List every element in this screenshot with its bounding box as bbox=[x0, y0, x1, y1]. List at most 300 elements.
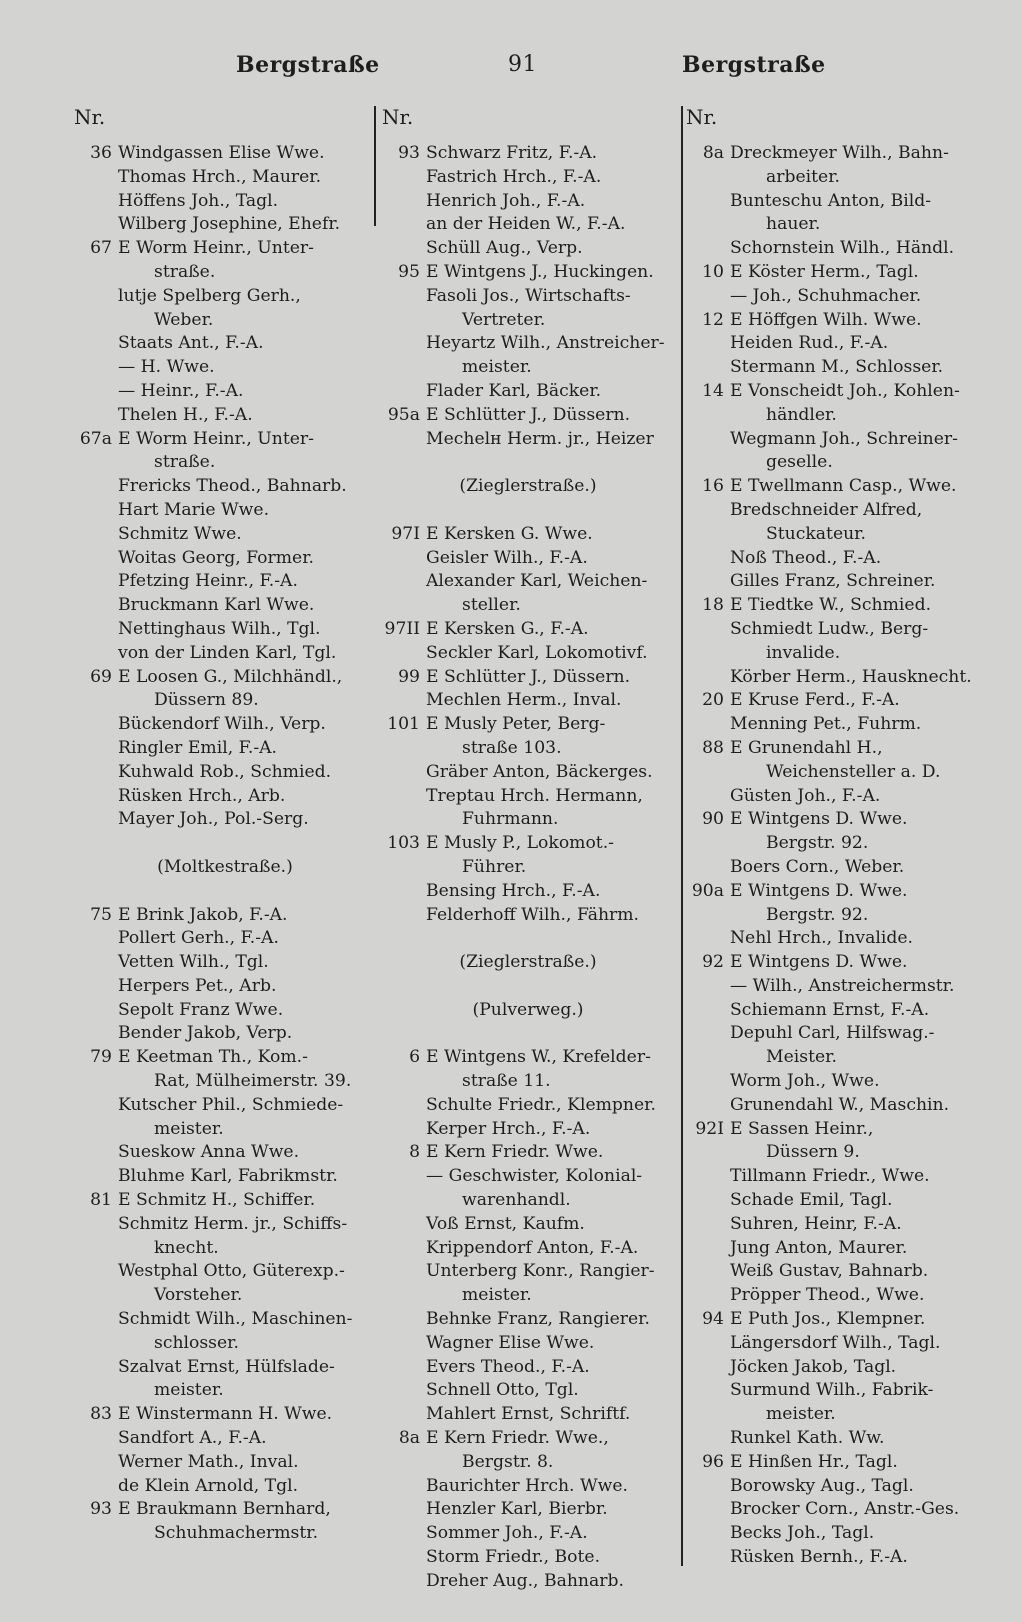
resident-text: Unterberg Konr., Rangier- bbox=[426, 1261, 655, 1282]
resident-text: Vetten Wilh., Tgl. bbox=[118, 952, 269, 973]
entry-continuation: straße 11. bbox=[462, 1071, 551, 1092]
directory-entry bbox=[382, 1237, 674, 1261]
directory-entry bbox=[686, 356, 986, 380]
entry-continuation: hauer. bbox=[766, 214, 821, 235]
directory-entry bbox=[382, 285, 674, 309]
house-number: 95 bbox=[398, 261, 420, 282]
resident-text: Grunendahl W., Maschin. bbox=[730, 1094, 950, 1115]
resident-text: E Köster Herm., Tagl. bbox=[730, 261, 919, 282]
resident-text: Schmiedt Ludw., Berg- bbox=[730, 618, 929, 639]
directory-entry bbox=[382, 1498, 674, 1522]
directory-entry bbox=[382, 1118, 674, 1142]
directory-entry bbox=[686, 499, 986, 523]
entry-continuation: Rat, Mülheimerstr. 39. bbox=[154, 1071, 352, 1092]
resident-text: Suhren, Heinr, F.-A. bbox=[730, 1213, 902, 1234]
resident-text: Worm Joh., Wwe. bbox=[730, 1071, 880, 1092]
directory-entry bbox=[686, 1118, 986, 1142]
resident-text: E Kern Friedr. Wwe. bbox=[426, 1142, 604, 1163]
directory-entry bbox=[686, 713, 986, 737]
entry-continuation: arbeiter. bbox=[766, 166, 841, 187]
resident-text: E Loosen G., Milchhändl., bbox=[118, 666, 343, 687]
resident-text: Seckler Karl, Lokomotivf. bbox=[426, 642, 648, 663]
resident-text: an der Heiden W., F.-A. bbox=[426, 214, 626, 235]
directory-entry bbox=[686, 1427, 986, 1451]
entry-continuation: Weichensteller a. D. bbox=[766, 761, 941, 782]
resident-text: E Twellmann Casp., Wwe. bbox=[730, 476, 957, 497]
directory-entry bbox=[74, 1141, 376, 1165]
directory-entry bbox=[686, 1308, 986, 1332]
directory-entry bbox=[74, 356, 376, 380]
resident-text: Bückendorf Wilh., Verp. bbox=[118, 714, 326, 735]
resident-text: Behnke Franz, Rangierer. bbox=[426, 1309, 650, 1330]
resident-text: Schmidt Wilh., Maschinen- bbox=[118, 1309, 353, 1330]
house-number: 18 bbox=[702, 595, 724, 616]
spacer bbox=[382, 451, 674, 475]
resident-text: Henrich Joh., F.-A. bbox=[426, 190, 586, 211]
resident-text: Brocker Corn., Anstr.-Ges. bbox=[730, 1499, 960, 1520]
resident-text: Nehl Hrch., Invalide. bbox=[730, 928, 913, 949]
resident-text: Wagner Elise Wwe. bbox=[426, 1332, 595, 1353]
resident-text: — Heinr., F.-A. bbox=[118, 380, 244, 401]
directory-entry bbox=[382, 1356, 674, 1380]
column-divider bbox=[681, 106, 683, 1566]
entry-continuation: Düssern 9. bbox=[766, 1142, 860, 1163]
resident-text: Tillmann Friedr., Wwe. bbox=[730, 1166, 930, 1187]
resident-text: E Schlütter J., Düssern. bbox=[426, 404, 631, 425]
directory-entry bbox=[686, 1498, 986, 1522]
directory-entry bbox=[382, 332, 674, 356]
resident-text: E Musly P., Lokomot.- bbox=[426, 833, 614, 854]
resident-text: Weiß Gustav, Bahnarb. bbox=[730, 1261, 929, 1282]
spacer bbox=[382, 975, 674, 999]
resident-text: E Wintgens D. Wwe. bbox=[730, 952, 908, 973]
spacer bbox=[382, 499, 674, 523]
house-number: 97I bbox=[391, 523, 420, 544]
resident-text: E Vonscheidt Joh., Kohlen- bbox=[730, 380, 960, 401]
resident-text: Szalvat Ernst, Hülfslade- bbox=[118, 1356, 335, 1377]
running-head-right: Bergstraße bbox=[682, 52, 826, 78]
resident-text: — Geschwister, Kolonial- bbox=[426, 1166, 643, 1187]
resident-text: Bluhme Karl, Fabrikmstr. bbox=[118, 1166, 338, 1187]
house-number: 10 bbox=[702, 261, 724, 282]
entry-continuation: Bergstr. 92. bbox=[766, 833, 869, 854]
section-heading: (Pulverweg.) bbox=[472, 999, 584, 1020]
column-2 bbox=[382, 102, 674, 1594]
resident-text: Jung Anton, Maurer. bbox=[730, 1237, 908, 1258]
directory-entry bbox=[382, 237, 674, 261]
column-1 bbox=[74, 102, 376, 1546]
resident-text: Frericks Theod., Bahnarb. bbox=[118, 476, 347, 497]
resident-text: Sueskow Anna Wwe. bbox=[118, 1142, 300, 1163]
directory-entry bbox=[686, 737, 986, 761]
directory-entry bbox=[74, 1308, 376, 1332]
resident-text: Evers Theod., F.-A. bbox=[426, 1356, 590, 1377]
resident-text: Bredschneider Alfred, bbox=[730, 499, 923, 520]
directory-entry bbox=[686, 999, 986, 1023]
resident-text: Felderhoff Wilh., Fährm. bbox=[426, 904, 640, 925]
directory-entry bbox=[382, 1213, 674, 1237]
directory-entry bbox=[382, 166, 674, 190]
section-heading: (Moltkestraße.) bbox=[157, 856, 293, 877]
directory-entry bbox=[74, 1022, 376, 1046]
house-number: 90a bbox=[691, 880, 724, 901]
directory-entry bbox=[382, 1570, 674, 1594]
directory-entry bbox=[74, 1260, 376, 1284]
directory-entry bbox=[382, 428, 674, 452]
directory-entry bbox=[74, 1165, 376, 1189]
directory-entry bbox=[686, 975, 986, 999]
spacer bbox=[382, 1022, 674, 1046]
directory-entry bbox=[686, 1475, 986, 1499]
resident-text: E Worm Heinr., Unter- bbox=[118, 428, 314, 449]
resident-text: Schmitz Herm. jr., Schiffs- bbox=[118, 1213, 348, 1234]
resident-text: E Worm Heinr., Unter- bbox=[118, 238, 314, 259]
resident-text: Menning Pet., Fuhrm. bbox=[730, 714, 922, 735]
directory-entry bbox=[382, 904, 674, 928]
house-number: 8a bbox=[702, 143, 724, 163]
resident-text: Staats Ant., F.-A. bbox=[118, 333, 264, 354]
directory-entry bbox=[74, 761, 376, 785]
resident-text: Schade Emil, Tagl. bbox=[730, 1190, 893, 1211]
resident-text: Längersdorf Wilh., Tagl. bbox=[730, 1332, 941, 1353]
entry-continuation: händler. bbox=[766, 404, 837, 425]
directory-entry bbox=[74, 332, 376, 356]
resident-text: Ringler Emil, F.-A. bbox=[118, 737, 278, 758]
directory-entry bbox=[382, 618, 674, 642]
directory-entry bbox=[686, 1213, 986, 1237]
entry-continuation: meister. bbox=[766, 1404, 836, 1425]
resident-text: Thomas Hrch., Maurer. bbox=[118, 166, 322, 187]
directory-entry bbox=[74, 1213, 376, 1237]
resident-text: Bensing Hrch., F.-A. bbox=[426, 880, 601, 901]
resident-text: Runkel Kath. Ww. bbox=[730, 1428, 885, 1449]
directory-entry bbox=[686, 785, 986, 809]
directory-entry bbox=[382, 1308, 674, 1332]
resident-text: Storm Friedr., Bote. bbox=[426, 1547, 601, 1568]
entry-continuation: schlosser. bbox=[154, 1332, 239, 1353]
house-number: 93 bbox=[398, 143, 420, 163]
resident-text: E Schlütter J., Düssern. bbox=[426, 666, 631, 687]
directory-entry bbox=[382, 1141, 674, 1165]
house-number: 92I bbox=[695, 1118, 724, 1139]
resident-text: E Wintgens J., Huckingen. bbox=[426, 261, 654, 282]
resident-text: Gilles Franz, Schreiner. bbox=[730, 571, 936, 592]
resident-text: Boers Corn., Weber. bbox=[730, 856, 905, 877]
directory-entry bbox=[686, 428, 986, 452]
resident-text: — H. Wwe. bbox=[118, 357, 215, 378]
directory-entry bbox=[382, 1094, 674, 1118]
column-nr-label: Nr. bbox=[382, 105, 414, 129]
directory-entry bbox=[382, 404, 674, 428]
directory-entry bbox=[74, 142, 376, 166]
resident-text: E Musly Peter, Berg- bbox=[426, 714, 606, 735]
resident-text: Heyartz Wilh., Anstreicher- bbox=[426, 333, 665, 354]
directory-entry bbox=[74, 285, 376, 309]
directory-entry bbox=[382, 1427, 674, 1451]
directory-entry bbox=[74, 713, 376, 737]
directory-entry bbox=[382, 190, 674, 214]
resident-text: Voß Ernst, Kaufm. bbox=[426, 1213, 585, 1234]
directory-entry bbox=[74, 927, 376, 951]
directory-entry bbox=[382, 380, 674, 404]
resident-text: Alexander Karl, Weichen- bbox=[426, 571, 648, 592]
resident-text: E Hinßen Hr., Tagl. bbox=[730, 1451, 898, 1472]
resident-text: Borowsky Aug., Tagl. bbox=[730, 1475, 914, 1496]
entry-continuation: Vorsteher. bbox=[154, 1285, 243, 1306]
entry-continuation: meister. bbox=[154, 1380, 224, 1401]
directory-entry bbox=[74, 523, 376, 547]
directory-entry bbox=[686, 927, 986, 951]
resident-text: Depuhl Carl, Hilfswag.- bbox=[730, 1023, 935, 1044]
spacer bbox=[382, 927, 674, 951]
resident-text: Westphal Otto, Güterexp.- bbox=[118, 1261, 345, 1282]
page-header bbox=[0, 52, 1022, 92]
directory-entry bbox=[382, 213, 674, 237]
directory-entry bbox=[686, 618, 986, 642]
house-number: 101 bbox=[387, 714, 420, 735]
resident-text: Herpers Pet., Arb. bbox=[118, 975, 277, 996]
directory-entry bbox=[686, 951, 986, 975]
directory-entry bbox=[74, 594, 376, 618]
directory-entry bbox=[74, 570, 376, 594]
resident-text: Bunteschu Anton, Bild- bbox=[730, 190, 932, 211]
resident-text: Dreher Aug., Bahnarb. bbox=[426, 1570, 624, 1591]
directory-entry bbox=[382, 1475, 674, 1499]
house-number: 81 bbox=[90, 1190, 112, 1211]
directory-entry bbox=[382, 785, 674, 809]
resident-text: E Kersken G. Wwe. bbox=[426, 523, 593, 544]
directory-entry bbox=[686, 1165, 986, 1189]
resident-text: Pollert Gerh., F.-A. bbox=[118, 928, 279, 949]
house-number: 94 bbox=[702, 1309, 724, 1330]
directory-entry bbox=[686, 1070, 986, 1094]
directory-entry bbox=[382, 1260, 674, 1284]
directory-entry bbox=[74, 166, 376, 190]
resident-text: Baurichter Hrch. Wwe. bbox=[426, 1475, 628, 1496]
entry-continuation: Weber. bbox=[154, 309, 214, 330]
resident-text: E Kern Friedr. Wwe., bbox=[426, 1428, 609, 1449]
house-number: 36 bbox=[90, 143, 112, 163]
entry-continuation: warenhandl. bbox=[462, 1190, 571, 1211]
house-number: 83 bbox=[90, 1404, 112, 1425]
directory-entry bbox=[382, 1522, 674, 1546]
house-number: 93 bbox=[90, 1499, 112, 1520]
directory-entry bbox=[686, 808, 986, 832]
house-number: 103 bbox=[387, 833, 420, 854]
directory-entry bbox=[686, 380, 986, 404]
directory-entry bbox=[686, 666, 986, 690]
running-head-left: Bergstraße bbox=[236, 52, 380, 78]
resident-text: Schulte Friedr., Klempner. bbox=[426, 1094, 656, 1115]
resident-text: Körber Herm., Hausknecht. bbox=[730, 666, 972, 687]
resident-text: von der Linden Karl, Tgl. bbox=[118, 642, 337, 663]
column-nr-label: Nr. bbox=[74, 105, 106, 129]
directory-entry bbox=[74, 618, 376, 642]
resident-text: E Tiedtke W., Schmied. bbox=[730, 595, 932, 616]
house-number: 6 bbox=[409, 1047, 420, 1068]
directory-entry bbox=[382, 666, 674, 690]
directory-entry bbox=[686, 547, 986, 571]
resident-text: Schnell Otto, Tgl. bbox=[426, 1380, 579, 1401]
directory-entry bbox=[686, 1189, 986, 1213]
directory-entry bbox=[74, 785, 376, 809]
directory-entry bbox=[74, 547, 376, 571]
resident-text: Pröpper Theod., Wwe. bbox=[730, 1285, 925, 1306]
entry-continuation: Bergstr. 92. bbox=[766, 904, 869, 925]
entry-continuation: Stuckateur. bbox=[766, 523, 866, 544]
resident-text: Mahlert Ernst, Schriftf. bbox=[426, 1404, 631, 1425]
house-number: 8 bbox=[409, 1142, 420, 1163]
resident-text: Kutscher Phil., Schmiede- bbox=[118, 1094, 344, 1115]
resident-text: Bruckmann Karl Wwe. bbox=[118, 595, 315, 616]
resident-text: Thelen H., F.-A. bbox=[118, 404, 253, 425]
resident-text: E Wintgens W., Krefelder- bbox=[426, 1047, 651, 1068]
house-number: 88 bbox=[702, 737, 724, 758]
resident-text: Bender Jakob, Verp. bbox=[118, 1023, 293, 1044]
directory-entry bbox=[382, 1332, 674, 1356]
entry-continuation: Düssern 89. bbox=[154, 690, 259, 711]
resident-text: Noß Theod., F.-A. bbox=[730, 547, 882, 568]
entry-continuation: meister. bbox=[154, 1118, 224, 1139]
resident-text: lutje Spelberg Gerh., bbox=[118, 285, 301, 306]
entry-continuation: straße. bbox=[154, 452, 216, 473]
directory-entry bbox=[686, 1451, 986, 1475]
resident-text: Sommer Joh., F.-A. bbox=[426, 1523, 588, 1544]
resident-text: Krippendorf Anton, F.-A. bbox=[426, 1237, 639, 1258]
directory-entry bbox=[382, 713, 674, 737]
directory-entry bbox=[686, 594, 986, 618]
resident-text: Woitas Georg, Former. bbox=[118, 547, 314, 568]
resident-text: Heiden Rud., F.-A. bbox=[730, 333, 889, 354]
directory-entry bbox=[686, 309, 986, 333]
directory-entry bbox=[686, 285, 986, 309]
house-number: 20 bbox=[702, 690, 724, 711]
directory-entry bbox=[74, 380, 376, 404]
directory-entry bbox=[74, 1427, 376, 1451]
resident-text: Flader Karl, Bäcker. bbox=[426, 380, 602, 401]
column-nr-label: Nr. bbox=[686, 105, 718, 129]
directory-entry bbox=[74, 1094, 376, 1118]
directory-entry bbox=[74, 642, 376, 666]
house-number: 14 bbox=[702, 380, 724, 401]
directory-entry bbox=[382, 570, 674, 594]
resident-text: — Joh., Schuhmacher. bbox=[730, 285, 922, 306]
house-number: 8a bbox=[398, 1428, 420, 1449]
directory-entry bbox=[686, 142, 986, 166]
directory-entry bbox=[382, 523, 674, 547]
house-number: 79 bbox=[90, 1047, 112, 1068]
resident-text: E Brink Jakob, F.-A. bbox=[118, 904, 288, 925]
resident-text: Schmitz Wwe. bbox=[118, 523, 242, 544]
page-number: 91 bbox=[508, 52, 537, 77]
entry-continuation: meister. bbox=[462, 357, 532, 378]
directory-entry bbox=[74, 999, 376, 1023]
resident-text: Fasoli Jos., Wirtschafts- bbox=[426, 285, 631, 306]
house-number: 67 bbox=[90, 238, 112, 259]
resident-text: Schwarz Fritz, F.-A. bbox=[426, 143, 598, 163]
directory-entry bbox=[686, 1094, 986, 1118]
directory-entry bbox=[686, 1379, 986, 1403]
directory-entry bbox=[74, 975, 376, 999]
directory-entry bbox=[74, 1046, 376, 1070]
resident-text: Pfetzing Heinr., F.-A. bbox=[118, 571, 298, 592]
resident-text: Sepolt Franz Wwe. bbox=[118, 999, 284, 1020]
house-number: 67a bbox=[79, 428, 112, 449]
resident-text: Jöcken Jakob, Tagl. bbox=[730, 1356, 897, 1377]
section-heading: (Zieglerstraße.) bbox=[459, 476, 597, 497]
entry-continuation: Schuhmachermstr. bbox=[154, 1523, 319, 1544]
directory-entry bbox=[382, 880, 674, 904]
resident-text: E Sassen Heinr., bbox=[730, 1118, 874, 1139]
resident-text: Mechlen Herm., Inval. bbox=[426, 690, 622, 711]
section-heading: (Zieglerstraße.) bbox=[459, 952, 597, 973]
directory-entry bbox=[74, 428, 376, 452]
directory-entry bbox=[74, 737, 376, 761]
resident-text: Sandfort A., F.-A. bbox=[118, 1428, 267, 1449]
house-number: 16 bbox=[702, 476, 724, 497]
directory-entry bbox=[686, 1332, 986, 1356]
directory-entry bbox=[74, 1189, 376, 1213]
resident-text: Mayer Joh., Pol.-Serg. bbox=[118, 809, 309, 830]
resident-text: E Wintgens D. Wwe. bbox=[730, 809, 908, 830]
resident-text: E Winstermann H. Wwe. bbox=[118, 1404, 333, 1425]
resident-text: Becks Joh., Tagl. bbox=[730, 1523, 875, 1544]
resident-text: Rüsken Bernh., F.-A. bbox=[730, 1547, 908, 1568]
house-number: 90 bbox=[702, 809, 724, 830]
resident-text: Schiemann Ernst, F.-A. bbox=[730, 999, 930, 1020]
resident-text: E Puth Jos., Klempner. bbox=[730, 1309, 926, 1330]
resident-text: Stermann M., Schlosser. bbox=[730, 357, 944, 378]
directory-entry bbox=[686, 1284, 986, 1308]
entry-continuation: invalide. bbox=[766, 642, 841, 663]
entry-continuation: Fuhrmann. bbox=[462, 809, 559, 830]
spacer bbox=[74, 880, 376, 904]
house-number: 12 bbox=[702, 309, 724, 330]
resident-text: E Grunendahl H., bbox=[730, 737, 883, 758]
resident-text: Treptau Hrch. Hermann, bbox=[426, 785, 643, 806]
entry-continuation: Meister. bbox=[766, 1047, 837, 1068]
house-number: 99 bbox=[398, 666, 420, 687]
resident-text: Hart Marie Wwe. bbox=[118, 499, 270, 520]
resident-text: Güsten Joh., F.-A. bbox=[730, 785, 881, 806]
directory-entry bbox=[74, 951, 376, 975]
resident-text: Henzler Karl, Bierbr. bbox=[426, 1499, 608, 1520]
resident-text: Geisler Wilh., F.-A. bbox=[426, 547, 588, 568]
directory-entry bbox=[686, 190, 986, 214]
directory-entry bbox=[382, 547, 674, 571]
entry-continuation: Bergstr. 8. bbox=[462, 1451, 554, 1472]
directory-entry bbox=[686, 1022, 986, 1046]
resident-text: E Braukmann Bernhard, bbox=[118, 1499, 331, 1520]
directory-entry bbox=[686, 475, 986, 499]
directory-entry bbox=[382, 261, 674, 285]
entry-continuation: steller. bbox=[462, 595, 521, 616]
resident-text: Rüsken Hrch., Arb. bbox=[118, 785, 286, 806]
directory-entry bbox=[74, 1451, 376, 1475]
directory-entry bbox=[74, 808, 376, 832]
directory-entry bbox=[686, 1260, 986, 1284]
resident-text: Dreckmeyer Wilh., Bahn- bbox=[730, 143, 949, 163]
resident-text: Surmund Wilh., Fabrik- bbox=[730, 1380, 934, 1401]
directory-entry bbox=[74, 404, 376, 428]
directory-entry bbox=[382, 1165, 674, 1189]
spacer bbox=[74, 832, 376, 856]
directory-entry bbox=[74, 666, 376, 690]
resident-text: Schornstein Wilh., Händl. bbox=[730, 238, 955, 259]
directory-entry bbox=[382, 1046, 674, 1070]
resident-text: Gräber Anton, Bäckerges. bbox=[426, 761, 653, 782]
resident-text: E Schmitz H., Schiffer. bbox=[118, 1190, 316, 1211]
